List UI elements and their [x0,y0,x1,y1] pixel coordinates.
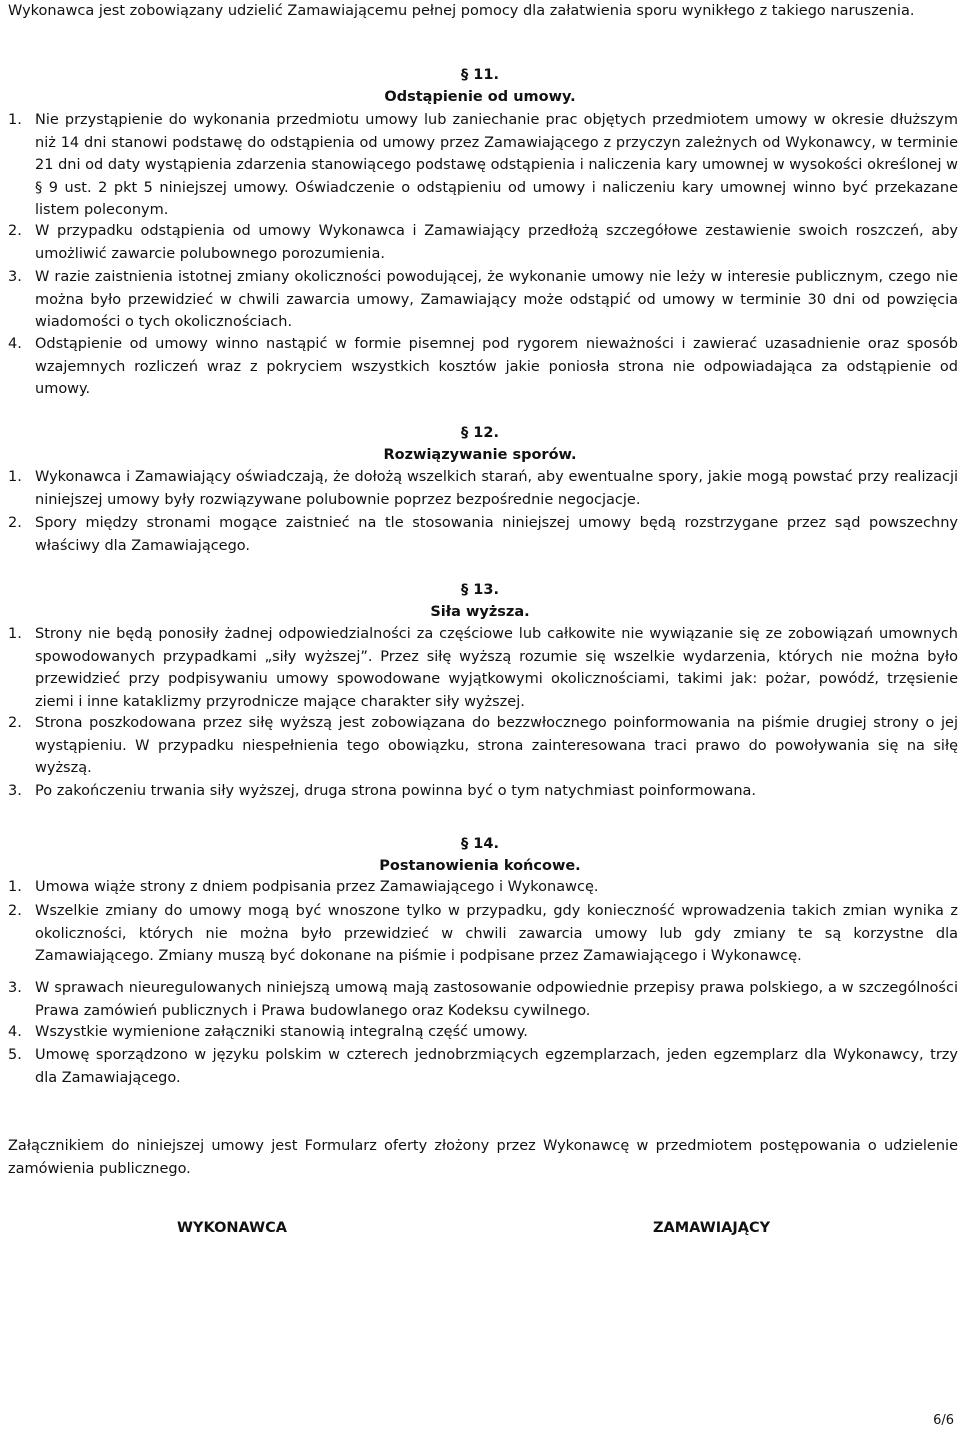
item-number: 2. [8,515,22,531]
item-number: 1. [8,112,22,128]
item-number: 2. [8,715,22,731]
item-number: 3. [8,783,22,799]
item-number: 1. [8,469,22,485]
item-text: Umowa wiąże strony z dniem podpisania przez Zamawiającego i Wykonawcę. [35,879,599,895]
item-text: Strony nie będą ponosiły żadnej odpowiedzialności za częściowe lub całkowite nie wywiązanie się ze zobowiązań umownych spowodowanych przypadkami „siły wyższej”. Przez siłę wyższą rozumie się wszelkie wydarzenia, których nie można było przewidzieć przy podpisywaniu umowy spowodowane wyjątkowymi okolicznościami, takimi jak: pożar, powódź, trzęsienie ziemi i inne kataklizmy przyrodnicze mające charakter siły wyższej. [35,626,958,710]
section-11-item-3 [8,266,958,334]
section-14-title: Postanowienia końcowe. [379,858,581,874]
item-number: 4. [8,1024,22,1040]
section-11-title: Odstąpienie od umowy. [384,89,576,105]
section-13-item-1 [8,623,958,713]
item-text: Po zakończeniu trwania siły wyższej, druga strona powinna być o tym natychmiast poinformowana. [35,783,757,799]
item-text: Wykonawca i Zamawiający oświadczają, że dołożą wszelkich starań, aby ewentualne spory, jakie mogą powstać przy realizacji niniejszej umowy były rozwiązywane polubownie poprzez bezpośrednie negocjacje. [35,469,958,508]
section-11-item-4 [8,333,958,401]
item-number: 4. [8,336,22,352]
section-12-item-2 [8,512,958,557]
item-text: W przypadku odstąpienia od umowy Wykonawca i Zamawiający przedłożą szczegółowe zestawienie swoich roszczeń, aby umożliwić zawarcie polubownego porozumienia. [35,223,958,262]
section-12-item-1 [8,466,958,511]
item-text: W razie zaistnienia istotnej zmiany okoliczności powodującej, że wykonanie umowy nie leży w interesie publicznym, czego nie można było przewidzieć w chwili zawarcia umowy, Zamawiający może odstąpić od umowy w terminie 30 dni od powzięcia wiadomości o tych okolicznościach. [35,269,958,330]
item-text: Strona poszkodowana przez siłę wyższą jest zobowiązana do bezzwłocznego poinformowania na piśmie drugiej strony o jej wystąpieniu. W przypadku niespełnienia tego obowiązku, strona zainteresowana traci prawo do powoływania się na siłę wyższą. [35,715,958,776]
signature-employer: ZAMAWIAJĄCY [653,1220,771,1236]
item-number: 3. [8,269,22,285]
item-text: Wszelkie zmiany do umowy mogą być wnoszone tylko w przypadku, gdy konieczność wprowadzenia takich zmian wynika z okoliczności, których nie można było przewidzieć w chwili zawarcia umowy lub gdy zmiany te są korzystne dla Zamawiającego. Zmiany muszą być dokonane na piśmie i podpisane przez Zamawiającego i Wykonawcę. [35,903,958,964]
item-text: W sprawach nieuregulowanych niniejszą umową mają zastosowanie odpowiednie przepisy prawa polskiego, a w szczególności Prawa zamówień publicznych i Prawa budowlanego oraz Kodeksu cywilnego. [35,980,958,1019]
section-14-item-5 [8,1044,958,1089]
item-number: 2. [8,223,22,239]
item-number: 5. [8,1047,22,1063]
item-number: 3. [8,980,22,996]
attachment-paragraph: Załącznikiem do niniejszej umowy jest Formularz oferty złożony przez Wykonawcę w przedmiotem postępowania o udzielenie zamówienia publicznego. [8,1138,958,1177]
section-14-item-2 [8,900,958,968]
section-12-number: § 12. [461,425,499,441]
section-13-title: Siła wyższa. [430,604,530,620]
section-14-item-4 [8,1021,958,1044]
section-13-number: § 13. [461,582,499,598]
item-text: Umowę sporządzono w języku polskim w czterech jednobrzmiących egzemplarzach, jeden egzemplarz dla Wykonawcy, trzy dla Zamawiającego. [35,1047,958,1086]
section-13-item-2 [8,712,958,780]
section-11-number: § 11. [461,67,499,83]
intro-paragraph: Wykonawca jest zobowiązany udzielić Zamawiającemu pełnej pomocy dla załatwienia sporu wynikłego z takiego naruszenia. [8,3,915,19]
item-number: 2. [8,903,22,919]
section-14-item-3 [8,977,958,1022]
section-11-item-1 [8,109,958,222]
section-14-item-1 [8,876,958,899]
item-text: Spory między stronami mogące zaistnieć na tle stosowania niniejszej umowy będą rozstrzygane przez sąd powszechny właściwy dla Zamawiającego. [35,515,958,554]
item-text: Nie przystąpienie do wykonania przedmiotu umowy lub zaniechanie prac objętych przedmiotem umowy w okresie dłuższym niż 14 dni stanowi podstawę do odstąpienia od umowy przez Zamawiającego z przyczyn zależnych od Wykonawcy, w terminie 21 dni od daty wystąpienia zdarzenia stanowiącego podstawę odstąpienia i naliczenia kary umownej w wysokości określonej w § 9 ust. 2 pkt 5 niniejszej umowy. Oświadczenie o odstąpieniu od umowy i naliczeniu kary umownej winno być przekazane listem poleconym. [35,112,958,218]
signature-contractor: WYKONAWCA [177,1220,287,1236]
page-number: 6/6 [933,1413,954,1428]
item-text: Odstąpienie od umowy winno nastąpić w formie pisemnej pod rygorem nieważności i zawierać uzasadnienie oraz sposób wzajemnych rozliczeń wraz z pokryciem wszystkich kosztów jakie poniosła strona nie odpowiadająca za odstąpienie od umowy. [35,336,958,397]
item-text: Wszystkie wymienione załączniki stanowią integralną część umowy. [35,1024,528,1040]
section-14-number: § 14. [461,836,499,852]
item-number: 1. [8,879,22,895]
section-13-item-3 [8,780,958,803]
section-12-title: Rozwiązywanie sporów. [383,447,577,463]
section-11-item-2 [8,220,958,265]
item-number: 1. [8,626,22,642]
